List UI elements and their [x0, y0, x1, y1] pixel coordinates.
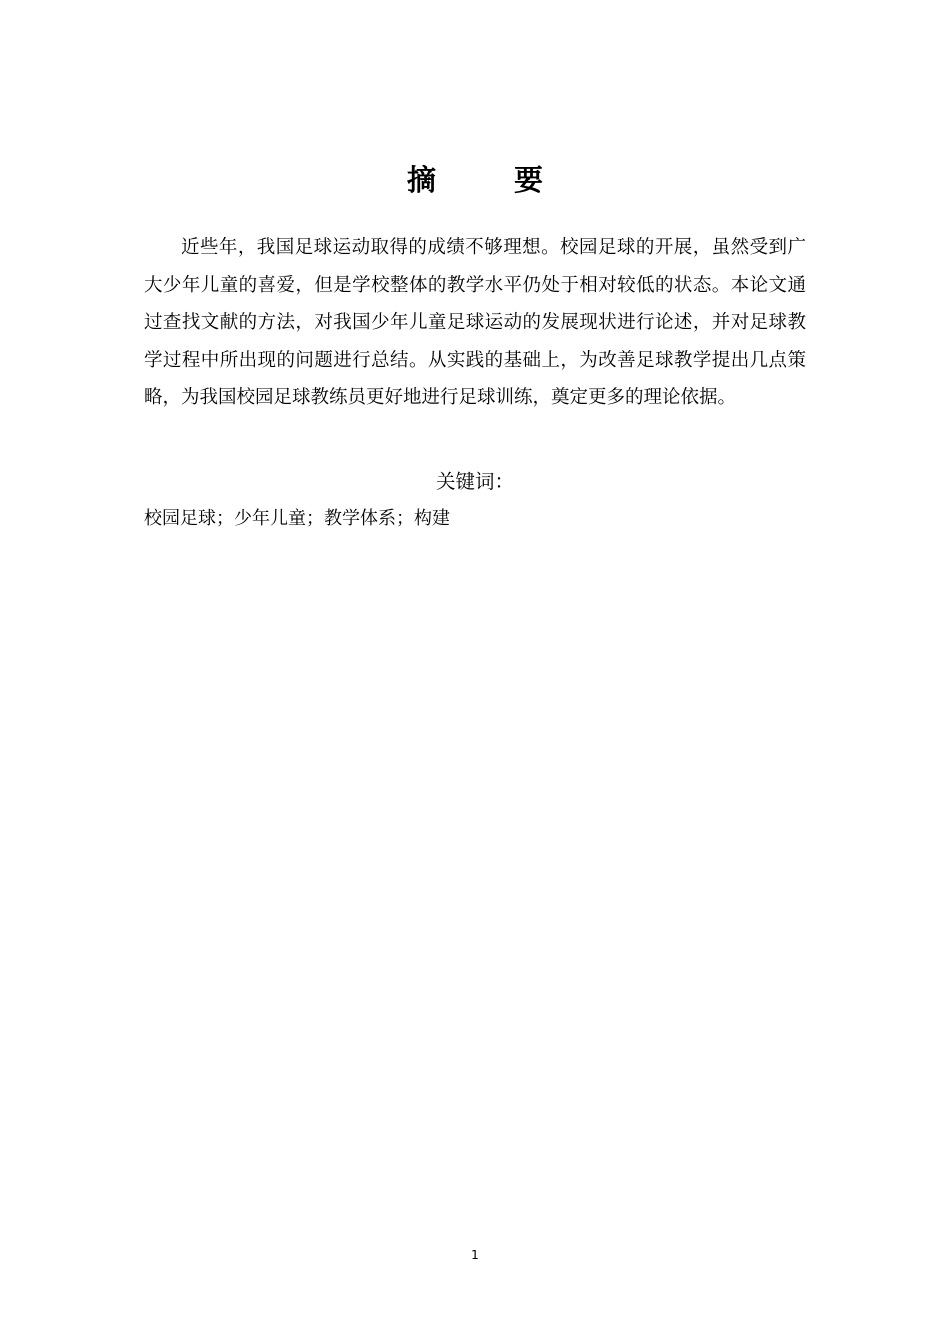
keywords-list: 校园足球；少年儿童；教学体系；构建 — [144, 508, 450, 529]
abstract-paragraph: 近些年，我国足球运动取得的成绩不够理想。校园足球的开展，虽然受到广大少年儿童的喜爱，但是学校整体的教学水平仍处于相对较低的状态。本论文通过查找文献的方法，对我国少年儿童足球运动的发展现状进行论述，并对足球教学过程中所出现的问题进行总结。从实践的基础上，为改善足球教学提出几点策略，为我国校园足球教练员更好地进行足球训练，奠定更多的理论依据。 — [144, 237, 806, 408]
page-number: 1 — [471, 1248, 479, 1262]
keywords-heading: 关键词： — [435, 470, 514, 493]
abstract-title: 摘 要 — [406, 163, 578, 197]
